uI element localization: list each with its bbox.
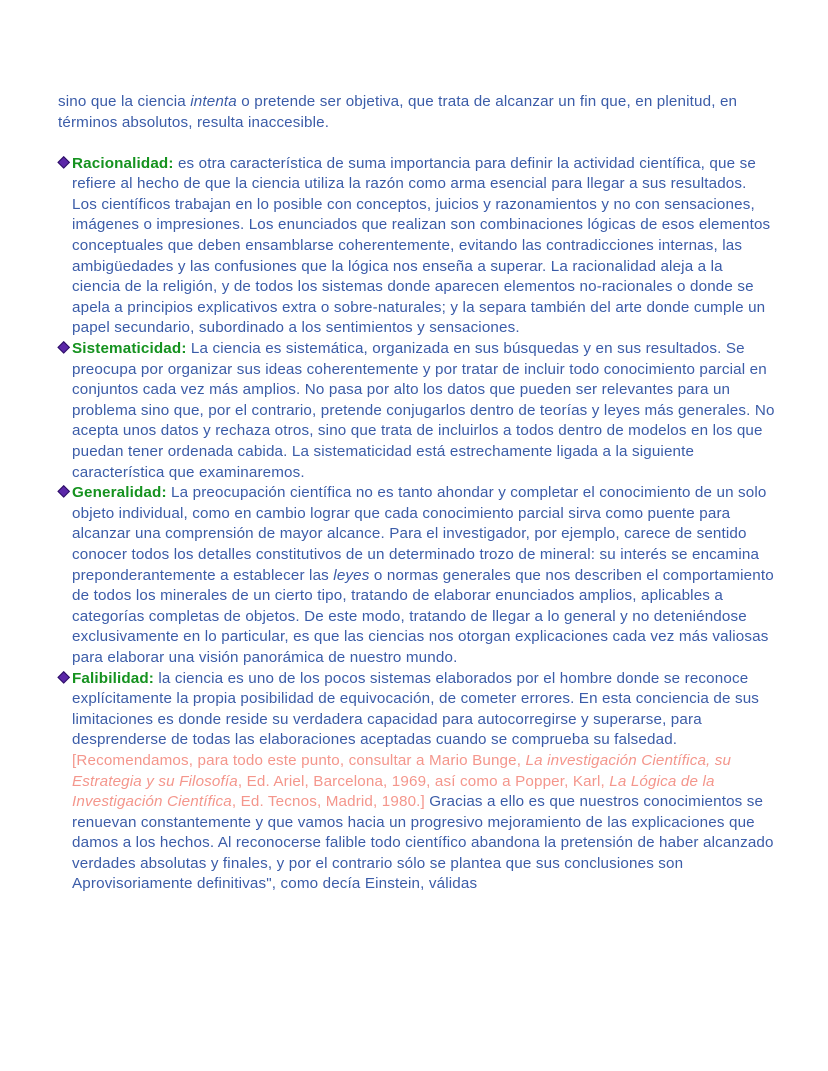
diamond-bullet-icon (58, 672, 69, 683)
feature-term-sistematicidad: Sistematicidad (72, 340, 182, 358)
feature-body-racionalidad: es otra característica de suma importancia para definir la actividad científica, que se refiere al hecho de que la ciencia utiliza la razón como arma esencial para llegar a sus resultados. Los científicos trabajan en lo posible con conceptos, juicios y razonamientos y no con sensaciones, imágenes o impresiones. Los enunciados que realizan son combinaciones lógicas de esos elementos conceptuales que deben ensamblarse coherentemente, evitando las contradicciones internas, las ambigüedades y las confusiones que la lógica nos enseña a superar. La racionalidad aleja a la ciencia de la religión, y de todos los sistemas donde aparecen elementos no-racionales o donde se apela a principios explicativos extra o sobre-naturales; y la separa también del arte donde cumple un papel secundario, subordinado a los sentimientos y sensaciones. (72, 154, 771, 337)
feature-term-racionalidad: Racionalidad (72, 154, 169, 172)
feature-body-falibilidad-part1: la ciencia es uno de los pocos sistemas elaborados por el hombre donde se reconoce explícitamente la propia posibilidad de equivocación, de cometer errores. En esta conciencia de sus limitaciones es donde reside su verdadera capacidad para autocorregirse y superarse, para desprenderse de todas las elaboraciones aceptadas cuando se comprueba su falsedad. (72, 669, 760, 749)
feature-body-generalidad-part2: o normas generales que nos describen el comportamiento de todos los minerales de un cierto tipo, tratando de elaborar enunciados amplios, aplicables a categorías completas de objetos. De este modo, tratando de llegar a lo general y no deteniéndose exclusivamente en lo particular, es que las ciencias nos otorgan explicaciones cada vez más valiosas para elaborar una visión panorámica de nuestro mundo. (72, 566, 774, 666)
feature-term-colon: : (161, 484, 167, 502)
intro-paragraph (58, 92, 775, 133)
citation-text-1: [Recomendamos, para todo este punto, consultar a Mario Bunge, (72, 751, 526, 769)
feature-item-falibilidad (58, 669, 775, 896)
citation-text-3: , Ed. Tecnos, Madrid, 1980.] (231, 793, 425, 811)
intro-italic-intenta: intenta (190, 93, 237, 110)
feature-item-sistematicidad (58, 339, 775, 483)
feature-term-colon: : (168, 154, 174, 172)
document-body (58, 92, 775, 895)
feature-term-colon: : (181, 340, 187, 358)
feature-italic-leyes: leyes (333, 566, 370, 584)
citation-title-bunge: La investigación Científica, su Estrategia y su Filosofía (72, 751, 732, 790)
feature-body-generalidad-part1: La preocupación científica no es tanto ahondar y completar el conocimiento de un solo objeto individual, como en cambio lograr que cada conocimiento parcial sirva como puente para alcanzar una comprensión de mayor alcance. Para el investigador, por ejemplo, carece de sentido conocer todos los detalles constitutivos de un determinado trozo de mineral: su interés se encamina preponderantemente a establecer las (72, 484, 767, 584)
feature-term-falibilidad: Falibilidad (72, 669, 149, 687)
intro-text-part2: o pretende ser objetiva, que trata de alcanzar un fin que, en plenitud, en términos absolutos, resulta inaccesible. (58, 93, 738, 131)
feature-body-falibilidad-part2: Gracias a ello es que nuestros conocimientos se renuevan constantemente y que vamos hacia un progresivo mejoramiento de las explicaciones que damos a los hechos. Al reconocerse falible todo científico abandona la pretensión de haber alcanzado verdades absolutas y finales, y por el contrario sólo se plantea que sus conclusiones son Aprovisoriamente definitivas", como decía Einstein, válidas (72, 793, 774, 893)
diamond-bullet-icon (58, 342, 69, 353)
citation-title-popper: La Lógica de la Investigación Científica (72, 772, 715, 811)
feature-body-sistematicidad: La ciencia es sistemática, organizada en sus búsquedas y en sus resultados. Se preocupa por organizar sus ideas coherentemente y por tratar de incluir todo conocimiento parcial en conjuntos cada vez más amplios. No pasa por alto los datos que pueden ser relevantes para un problema sino que, por el contrario, pretende conjugarlos dentro de teorías y leyes más generales. No acepta unos datos y rechaza otros, sino que trata de incluirlos a todos dentro de modelos en los que puedan tener ordenada cabida. La sistematicidad está estrechamente ligada a la siguiente característica que examinaremos. (72, 340, 775, 481)
intro-text-part1: sino que la ciencia (58, 93, 191, 110)
feature-term-generalidad: Generalidad (72, 484, 162, 502)
feature-item-racionalidad (58, 154, 775, 339)
feature-item-generalidad (58, 483, 775, 668)
citation-text-2: , Ed. Ariel, Barcelona, 1969, así como a Popper, Karl, (237, 772, 610, 790)
feature-term-colon: : (148, 669, 154, 687)
diamond-bullet-icon (58, 157, 69, 168)
diamond-bullet-icon (58, 486, 69, 497)
